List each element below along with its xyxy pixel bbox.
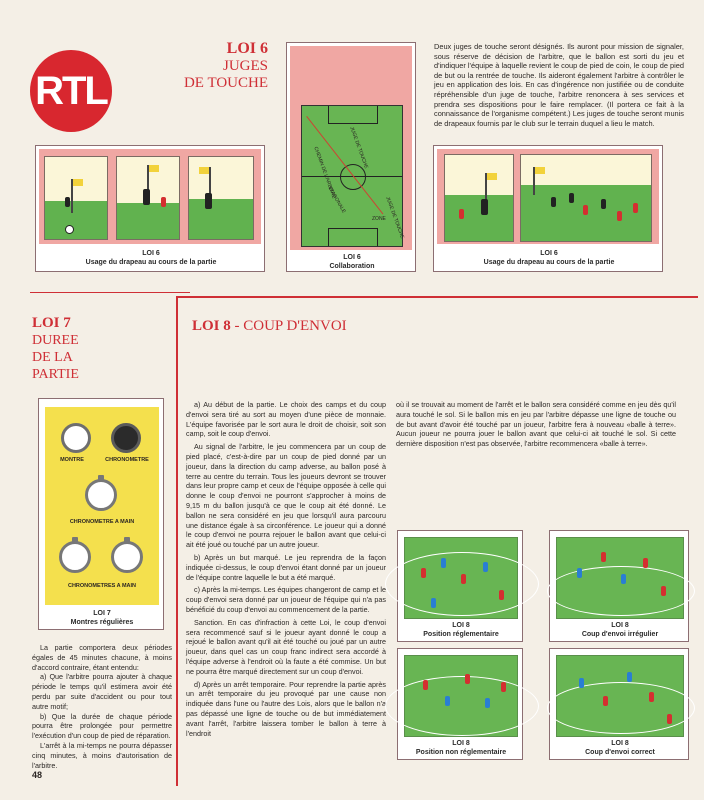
illustration-flag-usage-right <box>433 145 663 272</box>
field-label-3: DIAGONALE <box>326 186 347 215</box>
loi8-p2: Au signal de l'arbitre, le jeu commencera par un coup de pied placé, c'est-à-dire par un coup de pied donné par un joueur, dans la direction du camp adverse, au ballon posé à terre au centre du terrain. Tous les joueurs devront se trouver dans leur propre camp et ceux de l'équipe opposée à celle qui donne le coup d'envoi ne pourront s'approcher à moins de 9,15 m du ballon jusqu'à ce que le coup ait été donné. Le ballon ne sera considéré en jeu que lorsqu'il aura parcouru une distance égale à sa circonférence. Le joueur qui a donné le coup d'envoi ne pourra rejouer le ballon avant que celui-ci ait été joué ou touché par un autre joueur. <box>186 442 386 550</box>
watch-label-3: CHRONOMETRE A MAIN <box>69 519 135 525</box>
loi8-title: LOI 8 <box>192 318 231 334</box>
caption-7-title: LOI 8 <box>452 740 470 747</box>
caption-2-title: LOI 6 <box>343 254 361 261</box>
loi7-line3: DE LA <box>32 350 73 365</box>
flag-panel-5 <box>520 154 652 242</box>
illustration-position-non-reglementaire <box>397 648 523 760</box>
caption-6-text: Coup d'envoi irrégulier <box>581 631 659 638</box>
caption-3-title: LOI 6 <box>540 250 558 257</box>
stopwatch-icon <box>85 479 117 511</box>
field-label-2: JUGE DE TOUCHE <box>348 126 370 170</box>
divider-left <box>30 292 190 293</box>
loi8-subtitle: - COUP D'ENVOI <box>234 318 347 334</box>
divider-right <box>176 296 698 298</box>
page-number: 48 <box>32 770 43 780</box>
caption-flag-usage-right <box>434 249 664 267</box>
loi7-p1: La partie comportera deux périodes égales de 45 minutes chacune, à moins d'accord contraire, étant entendu: <box>32 643 172 672</box>
caption-collaboration <box>287 253 417 271</box>
flag-panel-2 <box>116 156 180 240</box>
loi7-title <box>32 315 142 383</box>
loi6-title-line2: JUGES <box>222 58 268 74</box>
caption-3-text: Usage du drapeau au cours de la partie <box>483 259 615 266</box>
illustration-flag-usage-left <box>35 145 265 272</box>
caption-position-reglementaire <box>398 621 524 639</box>
caption-position-non-reglementaire <box>398 739 524 757</box>
loi7-line2: DUREE <box>32 333 79 348</box>
caption-flag-usage-left <box>36 249 266 267</box>
watch-label-4: CHRONOMETRES A MAIN <box>67 583 137 589</box>
caption-8-text: Coup d'envoi correct <box>585 749 655 756</box>
flag-panel-1 <box>44 156 108 240</box>
pitch-4 <box>556 655 684 737</box>
loi8-p6: d) Après un arrêt temporaire. Pour reprendre la partie après un arrêt temporaire du jeu provoqué par une cause non indiquée dans l'une ou l'autre des Lois, alors que le ballon n'a pas dépassé une ligne de touche ou de but immédiatement avant l'arrêt, l'arbitre laissera tomber le ballon à terre à l'endroit <box>186 679 386 738</box>
loi8-column-1 <box>186 400 386 738</box>
loi7-p3: b) Que la durée de chaque période pourra être prolongée pour permettre l'exécution d'un coup de pied de réparation. <box>32 711 172 741</box>
caption-5-title: LOI 8 <box>452 622 470 629</box>
loi8-p4: c) Après la mi-temps. Les équipes changeront de camp et le coup d'envoi sera donné par un joueur de l'équipe qui n'a pas bénéficié du coup d'envoi au commencement de la partie. <box>186 585 386 614</box>
caption-6-title: LOI 8 <box>611 622 629 629</box>
divider-vertical <box>176 296 178 786</box>
caption-5-text: Position réglementaire <box>423 631 499 638</box>
stopwatch-icon-2 <box>59 541 91 573</box>
loi6-text: Deux juges de touche seront désignés. Ils auront pour mission de signaler, sous réserve de décision de l'arbitre, que le ballon est sorti du jeu et d'indiquer l'équipe à laquelle revient le coup de pied de coin, le coup de pied de but ou la rentrée de touche. Ils aideront également l'arbitre à contrôler le jeu en application des lois. En cas d'ingérence non justifiée ou de conduite répréhensible d'un juge de touche, l'arbitre renoncera à ses services et prendra ses dispositions pour le faire remplacer. (Il portera ce fait à la connaissance de l'organisme compétent.) Les juges de touche seront munis de drapeaux fournis par le club sur le terrain duquel a lieu le match. <box>434 42 684 128</box>
loi8-heading <box>192 318 347 335</box>
loi7-line1: LOI 7 <box>32 315 71 331</box>
loi7-text <box>32 643 172 770</box>
illustration-coup-envoi-irregulier <box>549 530 689 642</box>
caption-1-title: LOI 6 <box>142 250 160 257</box>
caption-coup-envoi-irregulier <box>550 621 690 639</box>
field-diagram <box>301 105 406 247</box>
illustration-watches <box>38 398 164 630</box>
caption-1-text: Usage du drapeau au cours de la partie <box>85 259 217 266</box>
loi8-col2-p1: où il se trouvait au moment de l'arrêt et le ballon sera considéré comme en jeu dès qu'il aura touché le sol. Si le ballon mis en jeu par l'arbitre dépasse une ligne de touche ou de but avant d'avoir été touché par un joueur, l'arbitre fera à nouveau «balle à terre». Aucun joueur ne pourra jouer le ballon avant que celui-ci ait touché le sol. Si cette dernière disposition n'est pas observée, l'arbitre recommencera «balle à terre». <box>396 400 676 449</box>
flag-panel-3 <box>188 156 254 240</box>
watch-label-2: CHRONOMETRE <box>105 457 149 463</box>
field-label-5: ZONE <box>372 216 386 222</box>
caption-watches <box>39 609 165 627</box>
loi8-column-2 <box>396 400 676 449</box>
loi6-title-line3: DE TOUCHE <box>183 75 268 91</box>
illustration-collaboration <box>286 42 416 272</box>
loi7-p2: a) Que l'arbitre pourra ajouter à chaque période le temps qu'il estimera avoir été perdu par suite d'accident ou pour tout autre motif; <box>32 672 172 711</box>
rtl-logo-text: RTL <box>35 68 107 113</box>
pitch-3 <box>404 655 518 737</box>
flag-panel-4 <box>444 154 514 242</box>
loi6-title <box>180 40 268 92</box>
loi8-p5: Sanction. En cas d'infraction à cette Loi, le coup d'envoi sera recommencé sauf si le joueur ayant donné le coup a rejoué le ballon avant qu'il ait été touché ou joué par un autre joueur, dans quel cas un coup franc indirect sera accordé à l'équipe adverse à l'endroit où la faute a été commise. Un but ne pourra être marqué directement sur un coup d'envoi. <box>186 617 386 676</box>
chronometer-icon <box>111 423 141 453</box>
loi8-p3: b) Après un but marqué. Le jeu reprendra de la façon indiquée ci-dessus, le coup d'envoi étant donné par un joueur de l'équipe contre laquelle le but a été marqué. <box>186 552 386 582</box>
caption-8-title: LOI 8 <box>611 740 629 747</box>
pitch-1 <box>404 537 518 619</box>
caption-4-text: Montres régulières <box>70 619 134 626</box>
loi6-title-line1: LOI 6 <box>226 40 268 57</box>
loi7-line4: PARTIE <box>32 367 79 382</box>
watch-label-1: MONTRE <box>60 457 84 463</box>
watch-icon <box>61 423 91 453</box>
stopwatch-icon-3 <box>111 541 143 573</box>
caption-coup-envoi-correct <box>550 739 690 757</box>
caption-7-text: Position non réglementaire <box>415 749 507 756</box>
pitch-2 <box>556 537 684 619</box>
loi8-p1: a) Au début de la partie. Le choix des camps et du coup d'envoi sera tiré au sort au moyen d'une pièce de monnaie. L'équipe favorisée par le sort aura le droit de choisir, soit son camp, soit le coup d'envoi. <box>186 400 386 439</box>
field-label-1: CHEMIN DE L'ARBITRE <box>312 146 337 200</box>
illustration-position-reglementaire <box>397 530 523 642</box>
caption-4-title: LOI 7 <box>93 610 111 617</box>
loi7-p4: L'arrêt à la mi-temps ne pourra dépasser cinq minutes, à moins d'autorisation de l'arbitre. <box>32 740 172 770</box>
rtl-logo <box>30 50 112 132</box>
caption-2-text: Collaboration <box>329 263 375 270</box>
illustration-coup-envoi-correct <box>549 648 689 760</box>
field-label-4: JUGE DE TOUCHE <box>384 196 406 240</box>
